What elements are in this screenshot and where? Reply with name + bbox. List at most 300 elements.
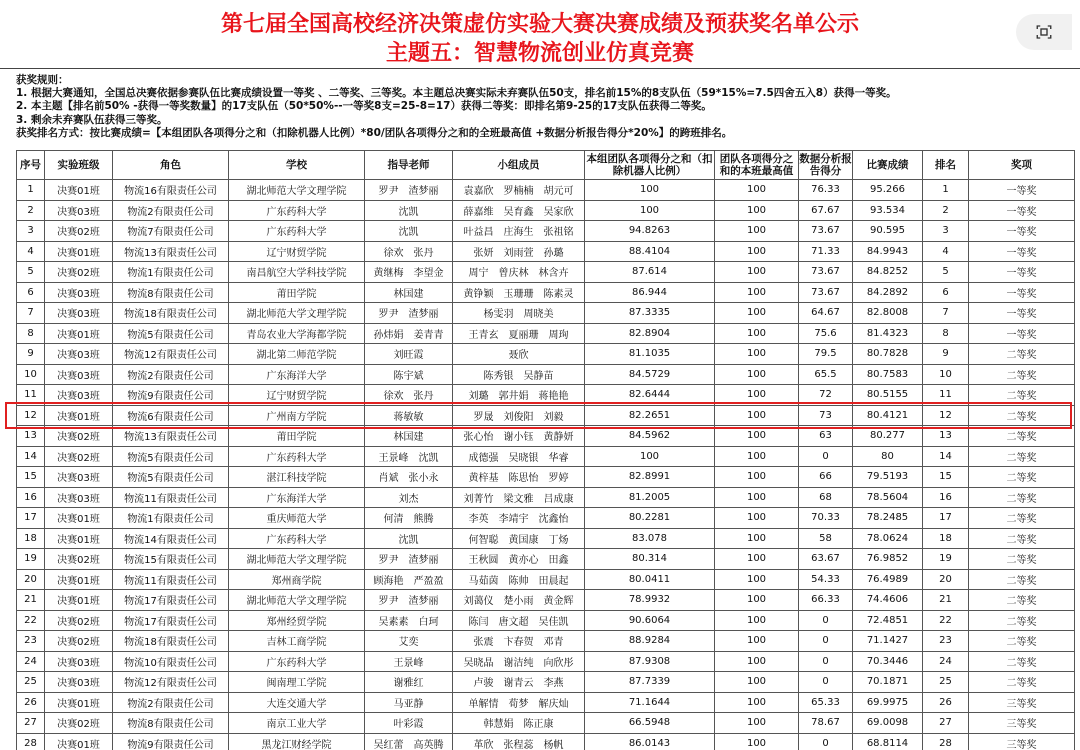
cell-team-score: 80.0411 bbox=[585, 569, 715, 590]
cell-class-max: 100 bbox=[715, 487, 799, 508]
cell-final-score: 72.4851 bbox=[853, 610, 923, 631]
cell-final-score: 70.1871 bbox=[853, 672, 923, 693]
scan-button[interactable] bbox=[1016, 14, 1072, 50]
table-row bbox=[17, 385, 1075, 406]
cell-advisor: 沈凯 bbox=[365, 528, 453, 549]
cell-team-score: 84.5729 bbox=[585, 364, 715, 385]
cell-report-score: 0 bbox=[799, 631, 853, 652]
cell-final-score: 82.8008 bbox=[853, 303, 923, 324]
cell-advisor: 王景峰 bbox=[365, 651, 453, 672]
cell-school: 闽南理工学院 bbox=[229, 672, 365, 693]
cell-team-score: 100 bbox=[585, 200, 715, 221]
table-row bbox=[17, 590, 1075, 611]
cell-final-score: 84.9943 bbox=[853, 241, 923, 262]
cell-team-score: 78.9932 bbox=[585, 590, 715, 611]
cell-final-score: 78.5604 bbox=[853, 487, 923, 508]
cell-members: 张心怡 谢小钰 黄静妍 bbox=[453, 426, 585, 447]
document-title-block bbox=[0, 10, 1080, 68]
cell-final-score: 69.0098 bbox=[853, 713, 923, 734]
table-row bbox=[17, 733, 1075, 750]
cell-index: 24 bbox=[17, 651, 45, 672]
table-row bbox=[17, 672, 1075, 693]
cell-class-max: 100 bbox=[715, 733, 799, 750]
cell-award: 一等奖 bbox=[969, 200, 1075, 221]
cell-advisor: 顾海艳 严盈盈 bbox=[365, 569, 453, 590]
cell-final-score: 80 bbox=[853, 446, 923, 467]
cell-final-score: 80.4121 bbox=[853, 405, 923, 426]
cell-school: 广东海洋大学 bbox=[229, 487, 365, 508]
divider bbox=[0, 68, 1080, 69]
cell-class-max: 100 bbox=[715, 467, 799, 488]
cell-role: 物流2有限责任公司 bbox=[113, 364, 229, 385]
cell-advisor: 艾奕 bbox=[365, 631, 453, 652]
cell-rank: 24 bbox=[923, 651, 969, 672]
cell-award: 一等奖 bbox=[969, 282, 1075, 303]
cell-award: 三等奖 bbox=[969, 692, 1075, 713]
cell-class-max: 100 bbox=[715, 405, 799, 426]
cell-rank: 9 bbox=[923, 344, 969, 365]
header-rank: 排名 bbox=[923, 151, 969, 180]
cell-school: 辽宁财贸学院 bbox=[229, 241, 365, 262]
cell-final-score: 80.277 bbox=[853, 426, 923, 447]
cell-role: 物流1有限责任公司 bbox=[113, 508, 229, 529]
cell-members: 韩慧娟 陈正康 bbox=[453, 713, 585, 734]
cell-rank: 27 bbox=[923, 713, 969, 734]
cell-award: 二等奖 bbox=[969, 364, 1075, 385]
cell-role: 物流18有限责任公司 bbox=[113, 631, 229, 652]
cell-team-score: 87.614 bbox=[585, 262, 715, 283]
cell-rank: 19 bbox=[923, 549, 969, 570]
cell-index: 4 bbox=[17, 241, 45, 262]
table-row bbox=[17, 528, 1075, 549]
table-row bbox=[17, 303, 1075, 324]
cell-members: 陈秀银 吴静苗 bbox=[453, 364, 585, 385]
cell-class: 决赛03班 bbox=[45, 344, 113, 365]
cell-team-score: 86.944 bbox=[585, 282, 715, 303]
cell-report-score: 78.67 bbox=[799, 713, 853, 734]
cell-role: 物流5有限责任公司 bbox=[113, 467, 229, 488]
cell-award: 一等奖 bbox=[969, 221, 1075, 242]
cell-members: 陈闫 唐文超 吴佳凯 bbox=[453, 610, 585, 631]
cell-award: 一等奖 bbox=[969, 323, 1075, 344]
cell-class: 决赛03班 bbox=[45, 200, 113, 221]
cell-index: 25 bbox=[17, 672, 45, 693]
cell-members: 何智聪 黄国康 丁炀 bbox=[453, 528, 585, 549]
cell-members: 马茹茵 陈帅 田晨起 bbox=[453, 569, 585, 590]
results-table bbox=[16, 150, 1075, 750]
header-report-score: 数据分析报告得分 bbox=[799, 151, 853, 180]
cell-report-score: 0 bbox=[799, 733, 853, 750]
cell-class: 决赛01班 bbox=[45, 323, 113, 344]
cell-school: 广东药科大学 bbox=[229, 221, 365, 242]
cell-index: 6 bbox=[17, 282, 45, 303]
cell-report-score: 63 bbox=[799, 426, 853, 447]
cell-report-score: 73.67 bbox=[799, 282, 853, 303]
cell-class-max: 100 bbox=[715, 282, 799, 303]
cell-award: 二等奖 bbox=[969, 344, 1075, 365]
cell-class-max: 100 bbox=[715, 569, 799, 590]
cell-members: 周宁 曾庆林 林含卉 bbox=[453, 262, 585, 283]
cell-members: 刘菁竹 梁文雅 吕成康 bbox=[453, 487, 585, 508]
cell-rank: 11 bbox=[923, 385, 969, 406]
cell-index: 17 bbox=[17, 508, 45, 529]
cell-team-score: 82.8991 bbox=[585, 467, 715, 488]
rule-line-3: 3. 剩余未弃赛队伍获得三等奖。 bbox=[16, 113, 168, 126]
cell-class-max: 100 bbox=[715, 651, 799, 672]
cell-class: 决赛03班 bbox=[45, 364, 113, 385]
cell-school: 大连交通大学 bbox=[229, 692, 365, 713]
cell-advisor: 肖斌 张小永 bbox=[365, 467, 453, 488]
cell-class-max: 100 bbox=[715, 344, 799, 365]
cell-class: 决赛02班 bbox=[45, 426, 113, 447]
cell-final-score: 70.3446 bbox=[853, 651, 923, 672]
cell-members: 罗晟 刘俊阳 刘毅 bbox=[453, 405, 585, 426]
table-body bbox=[17, 180, 1075, 750]
cell-school: 黑龙江财经学院 bbox=[229, 733, 365, 750]
cell-team-score: 88.4104 bbox=[585, 241, 715, 262]
cell-index: 10 bbox=[17, 364, 45, 385]
cell-report-score: 73 bbox=[799, 405, 853, 426]
cell-advisor: 刘杰 bbox=[365, 487, 453, 508]
cell-team-score: 87.7339 bbox=[585, 672, 715, 693]
cell-index: 28 bbox=[17, 733, 45, 750]
cell-class: 决赛02班 bbox=[45, 446, 113, 467]
cell-report-score: 58 bbox=[799, 528, 853, 549]
cell-class-max: 100 bbox=[715, 672, 799, 693]
cell-class-max: 100 bbox=[715, 221, 799, 242]
cell-award: 二等奖 bbox=[969, 426, 1075, 447]
cell-team-score: 100 bbox=[585, 446, 715, 467]
cell-advisor: 马亚静 bbox=[365, 692, 453, 713]
header-final-score: 比赛成绩 bbox=[853, 151, 923, 180]
table-row bbox=[17, 364, 1075, 385]
cell-members: 薛嘉维 吴育鑫 吴家欣 bbox=[453, 200, 585, 221]
cell-rank: 14 bbox=[923, 446, 969, 467]
cell-rank: 28 bbox=[923, 733, 969, 750]
cell-class-max: 100 bbox=[715, 508, 799, 529]
table-row bbox=[17, 651, 1075, 672]
cell-final-score: 78.2485 bbox=[853, 508, 923, 529]
cell-team-score: 84.5962 bbox=[585, 426, 715, 447]
cell-award: 二等奖 bbox=[969, 528, 1075, 549]
cell-class: 决赛01班 bbox=[45, 733, 113, 750]
cell-team-score: 100 bbox=[585, 180, 715, 201]
cell-class: 决赛01班 bbox=[45, 405, 113, 426]
cell-role: 物流17有限责任公司 bbox=[113, 590, 229, 611]
cell-report-score: 65.33 bbox=[799, 692, 853, 713]
cell-final-score: 78.0624 bbox=[853, 528, 923, 549]
cell-award: 一等奖 bbox=[969, 262, 1075, 283]
cell-school: 南京工业大学 bbox=[229, 713, 365, 734]
cell-report-score: 65.5 bbox=[799, 364, 853, 385]
cell-role: 物流5有限责任公司 bbox=[113, 446, 229, 467]
cell-school: 广州南方学院 bbox=[229, 405, 365, 426]
cell-class: 决赛02班 bbox=[45, 610, 113, 631]
header-team-score: 本组团队各项得分之和（扣除机器人比例） bbox=[585, 151, 715, 180]
table-row bbox=[17, 405, 1075, 426]
cell-rank: 22 bbox=[923, 610, 969, 631]
cell-team-score: 90.6064 bbox=[585, 610, 715, 631]
cell-role: 物流15有限责任公司 bbox=[113, 549, 229, 570]
cell-index: 13 bbox=[17, 426, 45, 447]
cell-class: 决赛03班 bbox=[45, 385, 113, 406]
cell-award: 一等奖 bbox=[969, 180, 1075, 201]
cell-rank: 20 bbox=[923, 569, 969, 590]
table-row bbox=[17, 262, 1075, 283]
cell-index: 16 bbox=[17, 487, 45, 508]
cell-members: 李英 李靖宇 沈鑫怡 bbox=[453, 508, 585, 529]
cell-index: 12 bbox=[17, 405, 45, 426]
cell-index: 27 bbox=[17, 713, 45, 734]
table-row bbox=[17, 446, 1075, 467]
cell-school: 青岛农业大学海都学院 bbox=[229, 323, 365, 344]
cell-team-score: 82.8904 bbox=[585, 323, 715, 344]
cell-role: 物流11有限责任公司 bbox=[113, 487, 229, 508]
cell-report-score: 71.33 bbox=[799, 241, 853, 262]
table-row bbox=[17, 467, 1075, 488]
cell-team-score: 86.0143 bbox=[585, 733, 715, 750]
cell-class: 决赛01班 bbox=[45, 528, 113, 549]
cell-award: 二等奖 bbox=[969, 446, 1075, 467]
cell-members: 张震 卞春贺 邓青 bbox=[453, 631, 585, 652]
header-advisor: 指导老师 bbox=[365, 151, 453, 180]
cell-report-score: 73.67 bbox=[799, 262, 853, 283]
cell-class: 决赛03班 bbox=[45, 282, 113, 303]
rules-heading: 获奖规则： bbox=[16, 74, 69, 86]
cell-report-score: 66.33 bbox=[799, 590, 853, 611]
cell-role: 物流1有限责任公司 bbox=[113, 262, 229, 283]
cell-award: 二等奖 bbox=[969, 590, 1075, 611]
cell-final-score: 84.2892 bbox=[853, 282, 923, 303]
award-rules bbox=[16, 74, 1076, 140]
cell-role: 物流6有限责任公司 bbox=[113, 405, 229, 426]
cell-report-score: 67.67 bbox=[799, 200, 853, 221]
cell-class: 决赛01班 bbox=[45, 569, 113, 590]
cell-school: 湖北师范大学文理学院 bbox=[229, 590, 365, 611]
cell-rank: 16 bbox=[923, 487, 969, 508]
cell-award: 一等奖 bbox=[969, 241, 1075, 262]
cell-class-max: 100 bbox=[715, 528, 799, 549]
cell-final-score: 76.9852 bbox=[853, 549, 923, 570]
cell-final-score: 69.9975 bbox=[853, 692, 923, 713]
header-index: 序号 bbox=[17, 151, 45, 180]
cell-team-score: 80.2281 bbox=[585, 508, 715, 529]
cell-report-score: 54.33 bbox=[799, 569, 853, 590]
cell-advisor: 叶彩霞 bbox=[365, 713, 453, 734]
cell-school: 广东海洋大学 bbox=[229, 364, 365, 385]
cell-class: 决赛01班 bbox=[45, 508, 113, 529]
cell-award: 二等奖 bbox=[969, 508, 1075, 529]
cell-advisor: 何清 熊腾 bbox=[365, 508, 453, 529]
cell-class-max: 100 bbox=[715, 323, 799, 344]
cell-members: 黄铮颖 玉珊珊 陈素灵 bbox=[453, 282, 585, 303]
table-row bbox=[17, 221, 1075, 242]
cell-class: 决赛02班 bbox=[45, 713, 113, 734]
page-subtitle: 主题五：智慧物流创业仿真竞赛 bbox=[385, 41, 694, 66]
cell-award: 三等奖 bbox=[969, 733, 1075, 750]
cell-report-score: 66 bbox=[799, 467, 853, 488]
cell-rank: 5 bbox=[923, 262, 969, 283]
cell-members: 王青玄 夏丽珊 周珣 bbox=[453, 323, 585, 344]
cell-class-max: 100 bbox=[715, 200, 799, 221]
cell-advisor: 林国建 bbox=[365, 426, 453, 447]
cell-index: 15 bbox=[17, 467, 45, 488]
header-class: 实验班级 bbox=[45, 151, 113, 180]
cell-index: 23 bbox=[17, 631, 45, 652]
cell-class: 决赛03班 bbox=[45, 467, 113, 488]
cell-school: 湖北师范大学文理学院 bbox=[229, 180, 365, 201]
cell-school: 湖北师范大学文理学院 bbox=[229, 549, 365, 570]
table-row bbox=[17, 713, 1075, 734]
table-row bbox=[17, 508, 1075, 529]
cell-index: 3 bbox=[17, 221, 45, 242]
table-row bbox=[17, 426, 1075, 447]
cell-school: 辽宁财贸学院 bbox=[229, 385, 365, 406]
cell-advisor: 谢雅红 bbox=[365, 672, 453, 693]
cell-index: 5 bbox=[17, 262, 45, 283]
rule-line-2: 2. 本主题【排名前50% -获得一等奖数量】的17支队伍（50*50%--一等奖8支=25-8=17）获得二等奖：即排名第9-25的17支队伍获得二等奖。 bbox=[16, 100, 712, 113]
cell-role: 物流10有限责任公司 bbox=[113, 651, 229, 672]
cell-rank: 6 bbox=[923, 282, 969, 303]
cell-class: 决赛01班 bbox=[45, 692, 113, 713]
cell-role: 物流16有限责任公司 bbox=[113, 180, 229, 201]
ranking-method: 获奖排名方式：按比赛成绩=【本组团队各项得分之和（扣除机器人比例）*80/团队各项得分之和的全班最高值 +数据分析报告得分*20%】的跨班排名。 bbox=[16, 126, 733, 139]
cell-members: 吴晓晶 谢洁纯 向欣彤 bbox=[453, 651, 585, 672]
cell-role: 物流7有限责任公司 bbox=[113, 221, 229, 242]
cell-school: 重庆师范大学 bbox=[229, 508, 365, 529]
cell-class-max: 100 bbox=[715, 180, 799, 201]
cell-team-score: 88.9284 bbox=[585, 631, 715, 652]
cell-award: 二等奖 bbox=[969, 487, 1075, 508]
table-row bbox=[17, 323, 1075, 344]
cell-school: 湖北师范大学文理学院 bbox=[229, 303, 365, 324]
cell-role: 物流13有限责任公司 bbox=[113, 241, 229, 262]
cell-advisor: 王景峰 沈凯 bbox=[365, 446, 453, 467]
cell-rank: 12 bbox=[923, 405, 969, 426]
cell-rank: 13 bbox=[923, 426, 969, 447]
cell-report-score: 76.33 bbox=[799, 180, 853, 201]
cell-role: 物流12有限责任公司 bbox=[113, 344, 229, 365]
cell-final-score: 80.7828 bbox=[853, 344, 923, 365]
cell-class-max: 100 bbox=[715, 385, 799, 406]
cell-award: 二等奖 bbox=[969, 569, 1075, 590]
cell-report-score: 75.6 bbox=[799, 323, 853, 344]
cell-class: 决赛01班 bbox=[45, 590, 113, 611]
table-row bbox=[17, 569, 1075, 590]
cell-class-max: 100 bbox=[715, 303, 799, 324]
cell-final-score: 74.4606 bbox=[853, 590, 923, 611]
table-row bbox=[17, 200, 1075, 221]
header-class-max: 团队各项得分之和的本班最高值 bbox=[715, 151, 799, 180]
cell-advisor: 蒋敏敏 bbox=[365, 405, 453, 426]
cell-report-score: 72 bbox=[799, 385, 853, 406]
cell-team-score: 82.2651 bbox=[585, 405, 715, 426]
scan-icon bbox=[1035, 23, 1053, 41]
cell-class: 决赛02班 bbox=[45, 549, 113, 570]
cell-school: 郑州经贸学院 bbox=[229, 610, 365, 631]
cell-advisor: 孙炜娟 姜青青 bbox=[365, 323, 453, 344]
cell-advisor: 刘旺霞 bbox=[365, 344, 453, 365]
cell-index: 7 bbox=[17, 303, 45, 324]
cell-members: 杨雯羽 周晓美 bbox=[453, 303, 585, 324]
cell-award: 二等奖 bbox=[969, 467, 1075, 488]
cell-school: 吉林工商学院 bbox=[229, 631, 365, 652]
cell-team-score: 94.8263 bbox=[585, 221, 715, 242]
cell-final-score: 68.8114 bbox=[853, 733, 923, 750]
cell-rank: 7 bbox=[923, 303, 969, 324]
cell-final-score: 90.595 bbox=[853, 221, 923, 242]
cell-index: 1 bbox=[17, 180, 45, 201]
cell-index: 22 bbox=[17, 610, 45, 631]
cell-members: 卢骏 谢青云 李燕 bbox=[453, 672, 585, 693]
cell-report-score: 70.33 bbox=[799, 508, 853, 529]
cell-rank: 2 bbox=[923, 200, 969, 221]
cell-award: 二等奖 bbox=[969, 405, 1075, 426]
cell-team-score: 71.1644 bbox=[585, 692, 715, 713]
cell-school: 南昌航空大学科技学院 bbox=[229, 262, 365, 283]
cell-class-max: 100 bbox=[715, 692, 799, 713]
cell-class-max: 100 bbox=[715, 364, 799, 385]
table-row bbox=[17, 487, 1075, 508]
cell-members: 袁嘉欣 罗楠楠 胡元可 bbox=[453, 180, 585, 201]
cell-class: 决赛01班 bbox=[45, 180, 113, 201]
cell-report-score: 63.67 bbox=[799, 549, 853, 570]
cell-report-score: 68 bbox=[799, 487, 853, 508]
cell-award: 一等奖 bbox=[969, 303, 1075, 324]
cell-advisor: 罗尹 渣梦丽 bbox=[365, 303, 453, 324]
cell-class: 决赛03班 bbox=[45, 303, 113, 324]
cell-award: 三等奖 bbox=[969, 713, 1075, 734]
cell-rank: 8 bbox=[923, 323, 969, 344]
rule-line-1: 1. 根据大赛通知，全国总决赛依据参赛队伍比赛成绩设置一等奖 、二等奖、三等奖。本主题总决赛实际未弃赛队伍50支，排名前15%的8支队伍（59*15%=7.5四舍五入8）获得一等奖。 bbox=[16, 87, 897, 100]
cell-school: 莆田学院 bbox=[229, 282, 365, 303]
cell-advisor: 沈凯 bbox=[365, 200, 453, 221]
cell-award: 二等奖 bbox=[969, 610, 1075, 631]
cell-role: 物流8有限责任公司 bbox=[113, 282, 229, 303]
cell-school: 湛江科技学院 bbox=[229, 467, 365, 488]
cell-rank: 17 bbox=[923, 508, 969, 529]
cell-index: 18 bbox=[17, 528, 45, 549]
header-members: 小组成员 bbox=[453, 151, 585, 180]
cell-advisor: 徐欢 张丹 bbox=[365, 241, 453, 262]
cell-class: 决赛03班 bbox=[45, 672, 113, 693]
cell-index: 20 bbox=[17, 569, 45, 590]
cell-rank: 18 bbox=[923, 528, 969, 549]
cell-school: 郑州商学院 bbox=[229, 569, 365, 590]
cell-rank: 1 bbox=[923, 180, 969, 201]
cell-report-score: 79.5 bbox=[799, 344, 853, 365]
cell-rank: 23 bbox=[923, 631, 969, 652]
cell-class-max: 100 bbox=[715, 426, 799, 447]
cell-class: 决赛01班 bbox=[45, 241, 113, 262]
table-row bbox=[17, 282, 1075, 303]
page-title: 第七届全国高校经济决策虚仿实验大赛决赛成绩及预获奖名单公示 bbox=[220, 12, 859, 37]
cell-members: 黄梓基 陈思怡 罗婷 bbox=[453, 467, 585, 488]
cell-index: 9 bbox=[17, 344, 45, 365]
cell-final-score: 84.8252 bbox=[853, 262, 923, 283]
cell-team-score: 81.1035 bbox=[585, 344, 715, 365]
cell-members: 刘蔼仪 楚小雨 黄金辉 bbox=[453, 590, 585, 611]
cell-role: 物流2有限责任公司 bbox=[113, 692, 229, 713]
cell-class: 决赛02班 bbox=[45, 631, 113, 652]
table-row bbox=[17, 241, 1075, 262]
cell-index: 26 bbox=[17, 692, 45, 713]
cell-final-score: 80.7583 bbox=[853, 364, 923, 385]
cell-class-max: 100 bbox=[715, 241, 799, 262]
cell-index: 14 bbox=[17, 446, 45, 467]
cell-rank: 25 bbox=[923, 672, 969, 693]
cell-class-max: 100 bbox=[715, 631, 799, 652]
